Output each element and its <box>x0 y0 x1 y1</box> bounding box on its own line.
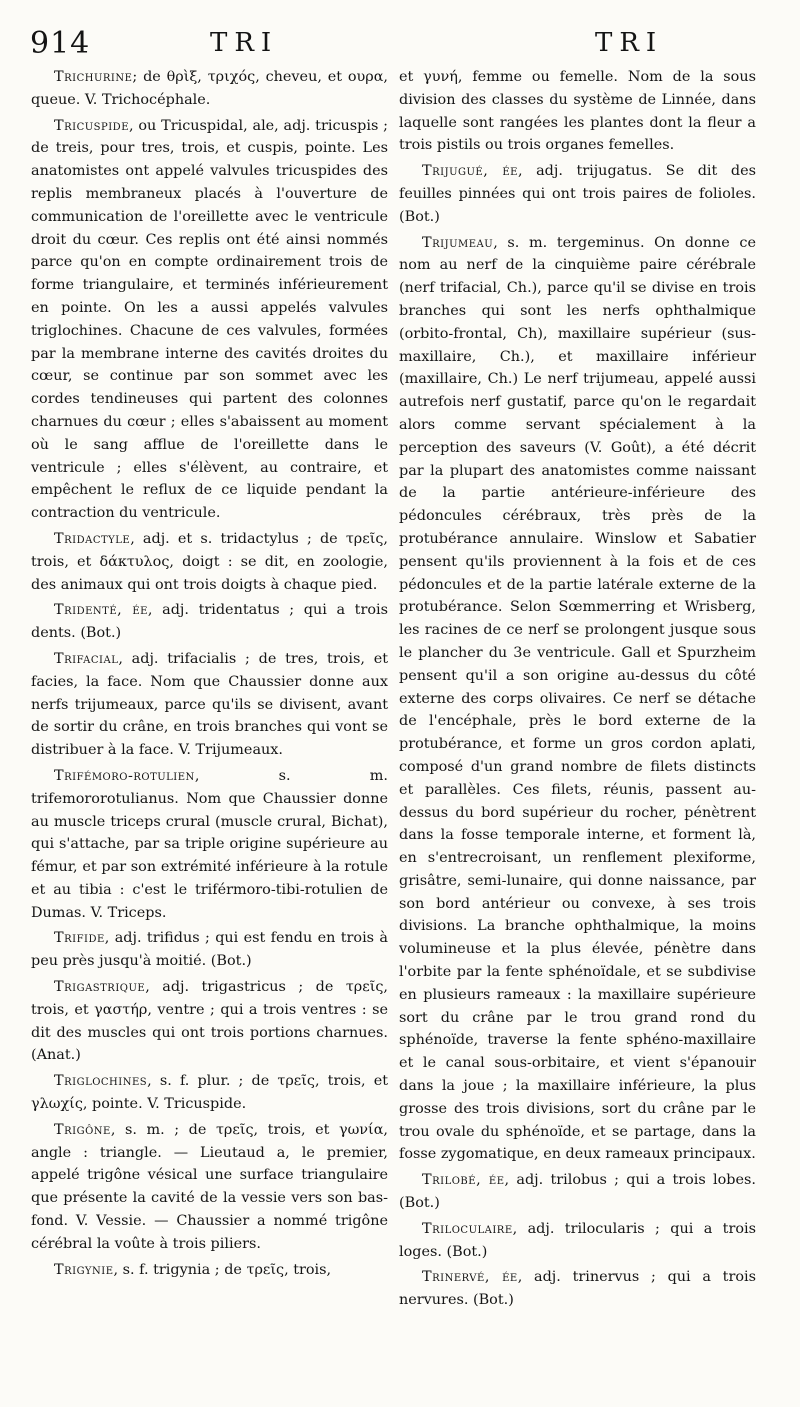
definition: , adj. trilocularis ; qui a trois loges. (Bot.) <box>399 1220 756 1260</box>
headword: Tricuspide <box>54 117 130 134</box>
definition: , adj. trifacialis ; de tres, trois, et facies, la face. Nom que Chaussier donne aux nerfs trijumeaux, parce qu'ils se divisent, avant de sortir du crâne, en trois branches qui vont se distribuer à la face. V. Trijumeaux. <box>31 650 388 759</box>
definition: , adj. trigastricus ; de τρεῖς, trois, et γαστήρ, ventre ; qui a trois ventres : se dit des muscles qui ont trois portions charnues. (Anat.) <box>31 979 388 1064</box>
headword: Trilobé, ée <box>422 1172 505 1189</box>
entry-trinerve <box>399 1266 756 1312</box>
entry-trigynie <box>31 1259 388 1282</box>
definition: , adj. et s. tridactylus ; de τρεῖς, trois, et δάκτυλος, doigt : se dit, en zoologie, des animaux qui ont trois doigts à chaque pied. <box>31 530 388 593</box>
right-column <box>399 66 756 1315</box>
definition: , s. f. plur. ; de τρεῖς, trois, et γλωχίς, pointe. V. Tricuspide. <box>31 1073 388 1113</box>
entry-triloculaire <box>399 1218 756 1264</box>
definition: , s. m. trifemororotulianus. Nom que Chaussier donne au muscle triceps crural (muscle crural, Bichat), qui s'attache, par sa triple origine supérieure au fémur, et par son extrémité inférieure à la rotule et au tibia : c'est le triférmoro-tibi-rotulien de Dumas. V. Triceps. <box>31 767 388 921</box>
definition: et γυνή, femme ou femelle. Nom de la sous division des classes du système de Linnée, dans laquelle sont rangées les plantes dont la fleur a trois pistils ou trois organes femelles. <box>399 69 756 154</box>
headword: Trigastrique <box>54 979 146 996</box>
headword: Trijumeau <box>422 234 494 251</box>
entry-trijumeau <box>399 232 756 1167</box>
entry-trifide <box>31 927 388 973</box>
definition: , ou Tricuspidal, ale, adj. tricuspis ; de treis, pour tres, trois, et cuspis, pointe. Les anatomistes ont appelé valvules tricuspides des replis membraneux placés à l'ouverture de communication de l'oreillette avec le ventricule droit du cœur. Ces replis ont été ainsi nommés parce qu'on en compte ordinairement trois de forme triangulaire, et terminés inférieurement en pointe. On les a aussi appelés valvules triglochines. Chacune de ces valvules, formées par la membrane interne des cavités droites du cœur, se continue par son sommet avec les cordes tendineuses qui partent des colonnes charnues du cœur ; elles s'abaissent au moment où le sang afflue de l'oreillette dans le ventricule ; elles s'élèvent, au contraire, et empêchent le reflux de ce liquide pendant la contraction du ventricule. <box>31 117 388 522</box>
definition: , adj. trifidus ; qui est fendu en trois à peu près jusqu'à moitié. (Bot.) <box>31 930 388 970</box>
definition: , adj. trijugatus. Se dit des feuilles pinnées qui ont trois paires de folioles. (Bot.) <box>399 163 756 225</box>
running-head-right: TRI <box>595 28 664 58</box>
entry-tridactyle <box>31 528 388 596</box>
headword: Trifacial <box>54 650 119 667</box>
entry-tricuspide <box>31 115 388 525</box>
headword: Trinervé, ée <box>422 1269 518 1286</box>
entry-trigastrique <box>31 976 388 1067</box>
entry-trijugue <box>399 160 756 228</box>
page-number: 914 <box>30 26 91 61</box>
headword: Trichurine <box>54 69 133 85</box>
entry-trifemoro-rotulien <box>31 765 388 925</box>
headword: Tridenté, ée <box>54 602 148 619</box>
entry-trichurine <box>31 66 388 112</box>
definition: , adj. trilobus ; qui a trois lobes. (Bot.) <box>399 1172 756 1212</box>
left-column <box>31 66 388 1284</box>
entry-trilobe <box>399 1169 756 1215</box>
entry-triglochines <box>31 1070 388 1116</box>
entry-trigynie-continued <box>399 66 756 157</box>
definition: ; de θρὶξ, τριχός, cheveu, et ουρα, queue. V. Trichocéphale. <box>31 69 388 108</box>
entry-trifacial <box>31 648 388 762</box>
headword: Triglochines <box>54 1073 148 1090</box>
entry-tridente <box>31 599 388 645</box>
running-head-left: TRI <box>210 28 279 58</box>
headword: Trijugué, ée <box>422 163 518 180</box>
running-head <box>30 20 770 64</box>
definition: , s. m. ; de τρεῖς, trois, et γωνία, angle : triangle. — Lieutaud a, le premier, appelé trigône vésical une surface triangulaire que présente la cavité de la vessie vers son bas-fond. V. Vessie. — Chaussier a nommé trigône cérébral la voûte à trois piliers. <box>31 1121 388 1252</box>
headword: Trigynie <box>54 1261 114 1278</box>
definition: , adj. tridentatus ; qui a trois dents. (Bot.) <box>31 602 388 642</box>
headword: Triloculaire <box>422 1220 513 1237</box>
headword: Trigône <box>54 1121 111 1138</box>
headword: Trifémoro-rotulien <box>54 767 195 784</box>
definition: , s. m. tergeminus. On donne ce nom au nerf de la cinquième paire cérébrale (nerf trifacial, Ch.), parce qu'il se divise en trois branches qui sont les nerfs ophthalmique (orbito-frontal, Ch), maxillaire supérieur (sus-maxillaire, Ch.), et maxillaire inférieur (maxillaire, Ch.) Le nerf trijumeau, appelé aussi autrefois nerf gustatif, parce qu'on le regardait alors comme servant spécialement à la perception des saveurs (V. Goût), a été décrit par la plupart des anatomistes comme naissant de la partie antérieure-inférieure des pédoncules cérébraux, très près de la protubérance annulaire. Winslow et Sabatier pensent qu'ils proviennent à la fois et de ces pédoncules et de la partie latérale externe de la protubérance. Selon Sœmmerring et Wrisberg, les racines de ce nerf se prolongent jusque sous le plancher du 3e ventricule. Gall et Spurzheim pensent qu'il a son origine au-dessus du côté externe des corps olivaires. Ce nerf se détache de l'encéphale, près le bord externe de la protubérance, et forme un gros cordon aplati, composé d'un grand nombre de filets distincts et parallèles. Ces filets, réunis, passent au-dessus du bord supérieur du rocher, pénètrent dans la fosse temporale interne, et forment là, en s'entrecroisant, un renflement plexiforme, grisâtre, semi-lunaire, qui donne naissance, par son bord antérieur ou convexe, à ses trois divisions. La branche ophthalmique, la moins volumineuse et la plus élevée, pénètre dans l'orbite par la fente sphénoïdale, et se subdivise en plusieurs rameaux : la maxillaire supérieure sort du crâne par le trou grand rond du sphénoïde, traverse la fente sphéno-maxillaire et le canal sous-orbitaire, et vient s'épanouir dans la joue ; la maxillaire inférieure, la plus grosse des trois divisions, sort du crâne par le trou ovale du sphénoïde, et se partage, dans la fosse zygomatique, en deux rameaux principaux. <box>399 234 756 1163</box>
definition: , s. f. trigynia ; de τρεῖς, trois, <box>113 1261 332 1278</box>
headword: Trifide <box>54 930 105 947</box>
entry-trigone <box>31 1119 388 1256</box>
headword: Tridactyle <box>54 530 131 547</box>
definition: , adj. trinervus ; qui a trois nervures. (Bot.) <box>399 1269 756 1309</box>
